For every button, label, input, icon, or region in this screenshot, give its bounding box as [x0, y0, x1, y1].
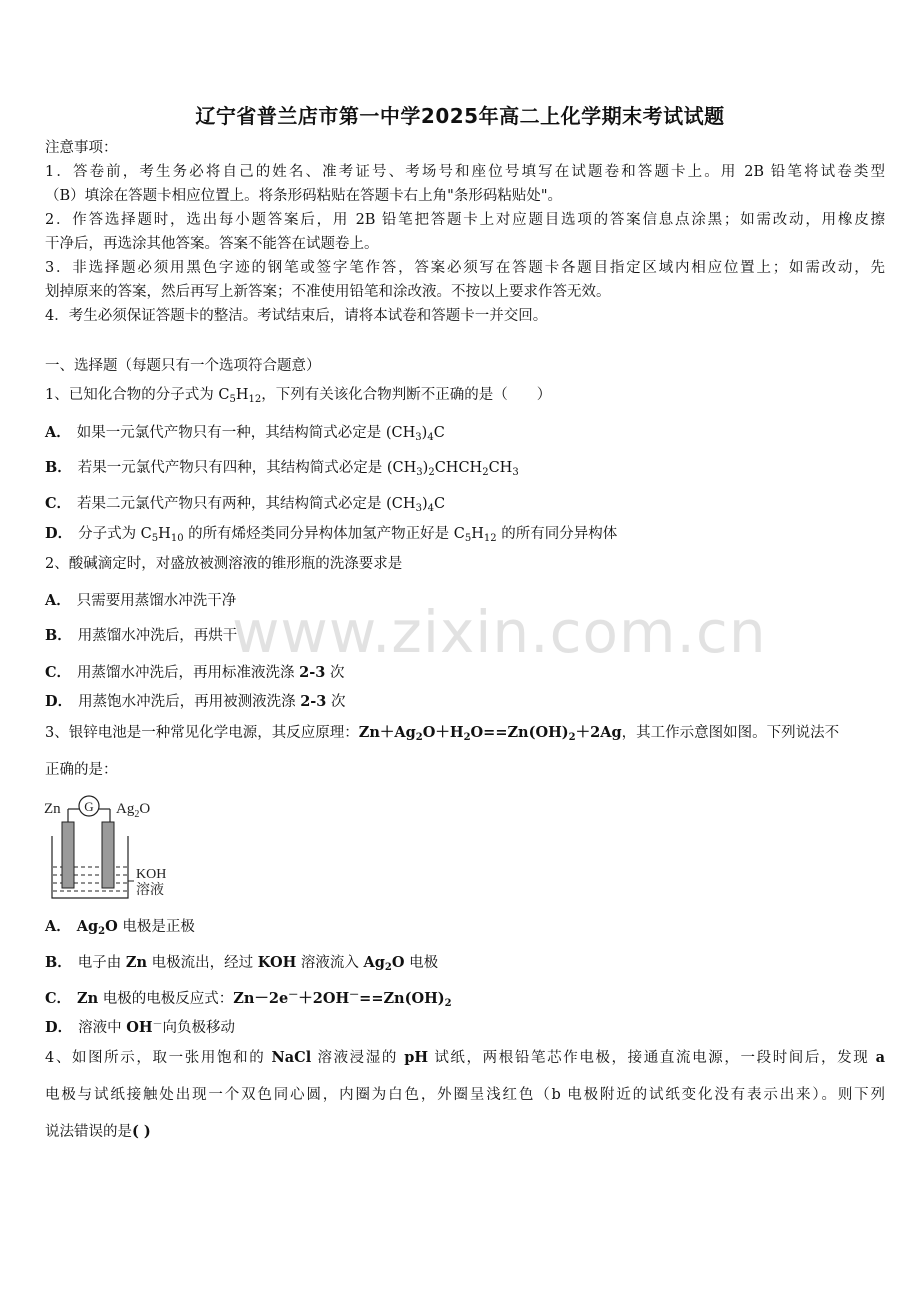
solution-label-text: 溶液: [136, 882, 164, 898]
q3-option-b: B． 电子由 Zn 电极流出，经过 KOH 溶液流入 $Ag_2O$ 电极: [45, 954, 439, 973]
q1-option-c: C． 若果二元氯代产物只有两种，其结构简式必定是 $(CH_3)_4C$: [45, 495, 446, 514]
q2-option-a: A． 只需要用蒸馏水冲洗干净: [45, 592, 237, 609]
note-3-line-1: 3．非选择题必须用黑色字迹的钢笔或签字笔作答，答案必须写在答题卡各题目指定区域内相应位置上；如需改动，先: [45, 260, 885, 276]
q3-option-c: C． Zn 电极的电极反应式：$Zn-2e^-+2OH^-==Zn(OH)_2$: [45, 990, 452, 1009]
note-3-line-2: 划掉原来的答案，然后再写上新答案；不准使用铅笔和涂改液。不按以上要求作答无效。: [45, 284, 611, 300]
silver-zinc-battery-diagram: [44, 792, 184, 904]
ag2o-electrode-label: $Ag_2O$: [116, 801, 151, 820]
q1-option-a: A． 如果一元氯代产物只有一种，其结构简式必定是 $(CH_3)_4C$: [45, 424, 445, 443]
q4-stem-line-1: 4、如图所示，取一张用饱和的 NaCl 溶液浸湿的 pH 试纸，两根铅笔芯作电极，接通直流电源，一段时间后，发现 a: [45, 1049, 885, 1066]
q3-option-d: D． 溶液中 OH－向负极移动: [45, 1019, 236, 1036]
note-4: 4．考生必须保证答题卡的整洁。考试结束后，请将本试卷和答题卡一并交回。: [45, 308, 548, 324]
q3-stem-line-1: 3、银锌电池是一种常见化学电源，其反应原理：$Zn+Ag_2O+H_2O==Zn(OH)_2+2Ag$，其工作示意图如图。下列说法不: [45, 724, 840, 743]
note-2-line-2: 干净后，再选涂其他答案。答案不能答在试题卷上。: [45, 236, 379, 252]
q2-option-d: D． 用蒸饱水冲洗后，再用被测液洗涤 2-3 次: [45, 693, 346, 710]
galvanometer-label: G: [84, 799, 94, 814]
q4-stem-line-3: 说法错误的是( ): [45, 1123, 151, 1140]
q4-stem-line-2: 电极与试纸接触处出现一个双色同心圆，内圈为白色，外圈呈浅红色（b 电极附近的试纸变化没有表示出来）。则下列: [45, 1087, 885, 1103]
q2-option-c: C． 用蒸馏水冲洗后，再用标准液洗涤 2-3 次: [45, 664, 345, 681]
page-title: 辽宁省普兰店市第一中学2025年高二上化学期末考试试题: [195, 104, 725, 128]
note-2-line-1: 2．作答选择题时，选出每小题答案后，用 2B 铅笔把答题卡上对应题目选项的答案信息点涂黑；如需改动，用橡皮擦: [45, 212, 885, 228]
notes-heading: 注意事项：: [45, 140, 118, 156]
q1-option-d: D． 分子式为 $C_5H_{10}$ 的所有烯烃类同分异构体加氢产物正好是 $C_5H_{12}$ 的所有同分异构体: [45, 525, 618, 544]
q1-option-b: B． 若果一元氯代产物只有四种，其结构简式必定是 $(CH_3)_2CHCH_2CH_3$: [45, 459, 519, 478]
ag2o-electrode: [102, 822, 114, 888]
zn-electrode-label: Zn: [44, 801, 61, 817]
q2-option-b: B． 用蒸馏水冲洗后，再烘干: [45, 627, 238, 644]
watermark: www.zixin.com.cn: [232, 598, 767, 666]
q2-stem: 2、酸碱滴定时，对盛放被测溶液的锥形瓶的洗涤要求是: [45, 556, 403, 572]
solution-label-koh: KOH: [136, 867, 167, 882]
section-heading: 一、选择题（每题只有一个选项符合题意）: [45, 358, 321, 374]
zn-electrode: [62, 822, 74, 888]
note-1-line-2: （B）填涂在答题卡相应位置上。将条形码粘贴在答题卡右上角"条形码粘贴处"。: [45, 188, 562, 204]
note-1-line-1: 1．答卷前，考生务必将自己的姓名、准考证号、考场号和座位号填写在试题卷和答题卡上。用 2B 铅笔将试卷类型: [45, 164, 885, 180]
q1-stem: 1、已知化合物的分子式为 $C_5H_{12}$，下列有关该化合物判断不正确的是（ ）: [45, 387, 552, 405]
q3-option-a: A． $Ag_2O$ 电极是正极: [45, 918, 195, 937]
q3-stem-line-2: 正确的是：: [45, 762, 118, 778]
